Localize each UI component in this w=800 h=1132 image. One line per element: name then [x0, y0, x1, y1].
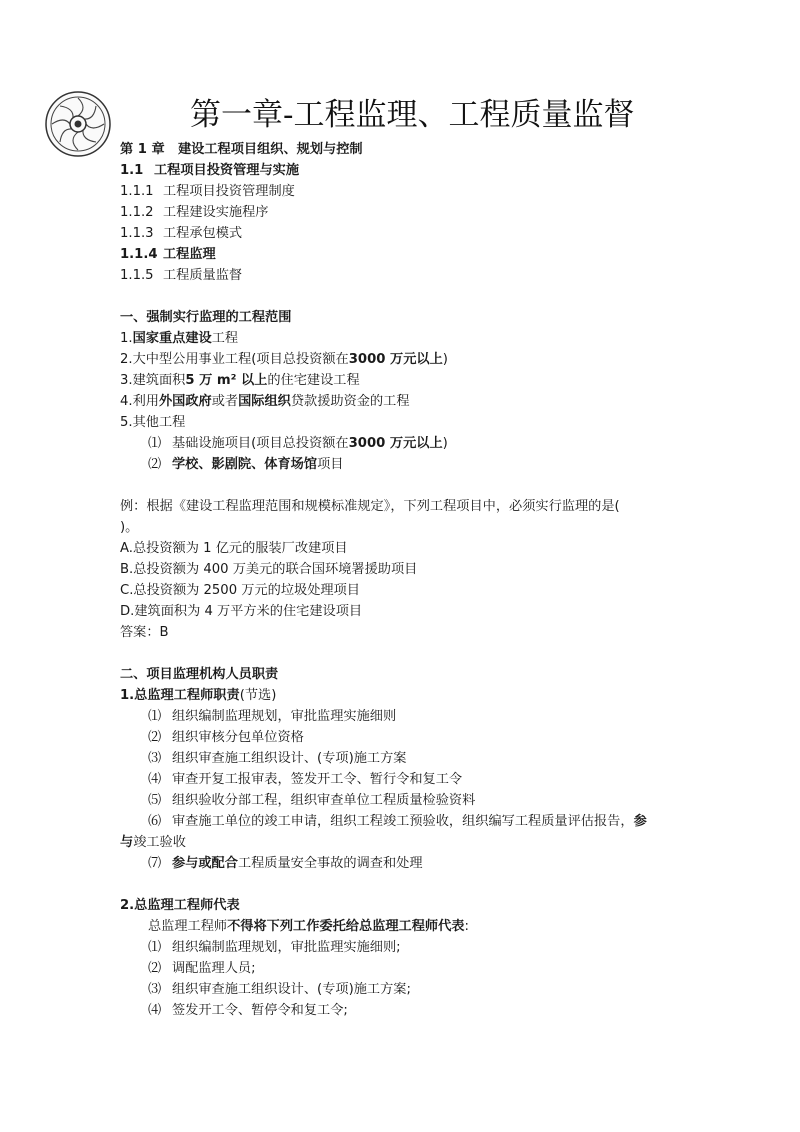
- scope-item-3: [120, 371, 360, 391]
- nodelegate-item: [148, 959, 256, 979]
- option-a: A.总投资额为 1 亿元的服装厂改建项目: [120, 541, 348, 556]
- toc-item-num: 1.1.5: [120, 268, 154, 283]
- text: 竣工验收: [133, 835, 186, 850]
- list-marker: ⑵: [148, 457, 162, 472]
- text: 组织编制监理规划，审批监理实施细则;: [172, 940, 401, 955]
- list-marker: ⑹: [148, 814, 162, 829]
- text: 4.利用: [120, 394, 159, 409]
- text: :: [464, 919, 469, 934]
- text: ): [442, 352, 448, 367]
- duty-item: [148, 791, 475, 811]
- text: 签发开工令、暂停令和复工令;: [172, 1003, 348, 1018]
- text: 的住宅建设工程: [267, 373, 360, 388]
- emblem-logo: [44, 90, 112, 158]
- toc-item: [120, 266, 242, 286]
- toc-item-current: [120, 245, 216, 265]
- toc-chapter-num: 第 1 章: [120, 142, 165, 157]
- duty-item: [148, 707, 396, 727]
- nodelegate-item: [148, 1001, 348, 1021]
- toc-item-text: 工程承包模式: [163, 226, 243, 241]
- text: 或者: [211, 394, 239, 409]
- text: 组织编制监理规划，审批监理实施细则: [172, 709, 397, 724]
- text: ): [442, 436, 448, 451]
- list-marker: ⑴: [148, 436, 162, 451]
- text: 审查施工单位的竣工申请，组织工程竣工预验收，组织编写工程质量评估报告，: [172, 814, 634, 829]
- list-marker: ⑴: [148, 709, 162, 724]
- toc-item-text: 工程质量监督: [163, 268, 243, 283]
- toc-item-text: 工程项目投资管理制度: [163, 184, 295, 199]
- bold-text: 5 万 m² 以上: [185, 373, 268, 388]
- option-c: C.总投资额为 2500 万元的垃圾处理项目: [120, 583, 360, 598]
- example-question-cont: )。: [120, 520, 139, 535]
- list-marker: ⑶: [148, 982, 162, 997]
- text: 组织审核分包单位资格: [172, 730, 304, 745]
- duty-item-7: [148, 854, 423, 874]
- duty-item-6: [148, 812, 647, 832]
- list-marker: ⑵: [148, 730, 162, 745]
- text: 组织审查施工组织设计、(专项)施工方案;: [172, 982, 411, 997]
- nodelegate-item: [148, 938, 401, 958]
- list-marker: ⑸: [148, 793, 162, 808]
- toc-item: [120, 203, 269, 223]
- subheading-chief-engineer: [120, 686, 276, 706]
- list-marker: ⑴: [148, 940, 162, 955]
- option-b: B.总投资额为 400 万美元的联合国环境署援助项目: [120, 562, 418, 577]
- answer: 答案：B: [120, 625, 169, 640]
- bold-text: 外国政府: [158, 394, 212, 409]
- toc-chapter-text: 建设工程项目组织、规划与控制: [178, 142, 363, 157]
- scope-subitem-1: [148, 434, 448, 454]
- toc-item: [120, 224, 242, 244]
- scope-subitem-2: [148, 455, 343, 475]
- toc-item: [120, 182, 295, 202]
- bold-text: 1.总监理工程师职责: [120, 688, 240, 703]
- duty-item: [148, 749, 406, 769]
- bold-text: 不得将下列工作委托给总监理工程师代表: [227, 919, 465, 934]
- subheading-deputy: 2.总监理工程师代表: [120, 898, 240, 913]
- toc-item-num: 1.1.3: [120, 226, 154, 241]
- duty-item: [148, 770, 462, 790]
- toc-chapter: [120, 140, 363, 160]
- section-heading-1: 一、强制实行监理的工程范围: [120, 310, 292, 325]
- toc-section-num: 1.1: [120, 163, 144, 178]
- bold-text: 参: [633, 814, 647, 829]
- bold-text: 学校、影剧院、体育场馆: [172, 457, 318, 472]
- text: 工程: [211, 331, 239, 346]
- text: 组织审查施工组织设计、(专项)施工方案: [172, 751, 407, 766]
- scope-item-1: [120, 329, 238, 349]
- example-question: 例：根据《建设工程监理范围和规模标准规定》，下列工程项目中，必须实行监理的是(: [120, 499, 620, 514]
- bold-text: 国际组织: [238, 394, 291, 409]
- toc-item-num: 1.1.2: [120, 205, 154, 220]
- toc-item-text: 工程建设实施程序: [163, 205, 269, 220]
- option-d: D.建筑面积为 4 万平方米的住宅建设项目: [120, 604, 363, 619]
- scope-item-2: [120, 350, 448, 370]
- text: 2.大中型公用事业工程(项目总投资额在: [120, 352, 349, 367]
- bold-text: 国家重点建设: [132, 331, 212, 346]
- bold-text: 3000 万元以上: [348, 352, 443, 367]
- deputy-intro: [148, 917, 469, 937]
- text: 基础设施项目(项目总投资额在: [172, 436, 349, 451]
- text: 3.建筑面积: [120, 373, 186, 388]
- section-heading-2: 二、项目监理机构人员职责: [120, 667, 279, 682]
- list-marker: ⑵: [148, 961, 162, 976]
- text: 1.: [120, 331, 133, 346]
- bold-text: 3000 万元以上: [348, 436, 443, 451]
- bold-text: 参与或配合: [172, 856, 238, 871]
- bold-text: 与: [120, 835, 134, 850]
- text: 工程质量安全事故的调查和处理: [237, 856, 423, 871]
- scope-item-4: [120, 392, 410, 412]
- toc-item-num: 1.1.4: [120, 247, 158, 262]
- toc-item-text: 工程监理: [163, 247, 216, 262]
- toc-item-num: 1.1.1: [120, 184, 154, 199]
- list-marker: ⑺: [148, 856, 162, 871]
- list-marker: ⑷: [148, 772, 162, 787]
- duty-item-6-cont: [120, 833, 186, 853]
- text: 组织验收分部工程，组织审查单位工程质量检验资料: [172, 793, 476, 808]
- text: 贷款援助资金的工程: [290, 394, 410, 409]
- text: (节选): [239, 688, 277, 703]
- toc-section-text: 工程项目投资管理与实施: [154, 163, 300, 178]
- list-marker: ⑷: [148, 1003, 162, 1018]
- text: 调配监理人员;: [172, 961, 256, 976]
- duty-item: [148, 728, 304, 748]
- text: 总监理工程师: [148, 919, 228, 934]
- text: 项目: [317, 457, 344, 472]
- nodelegate-item: [148, 980, 411, 1000]
- text: 审查开复工报审表，签发开工令、暂行令和复工令: [172, 772, 463, 787]
- scope-item-5: 5.其他工程: [120, 415, 186, 430]
- page-title: 第一章-工程监理、工程质量监督: [190, 97, 635, 133]
- list-marker: ⑶: [148, 751, 162, 766]
- toc-section: [120, 161, 299, 181]
